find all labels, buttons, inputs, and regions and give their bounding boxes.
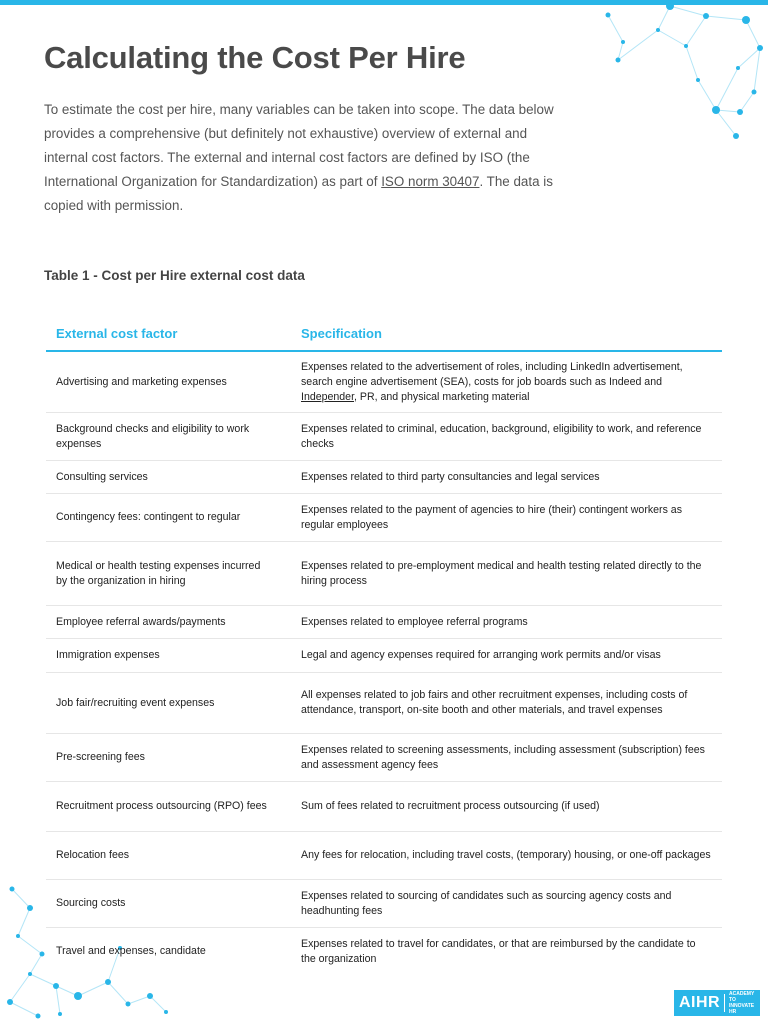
specification-cell (291, 360, 722, 405)
cost-factor-cell: Advertising and marketing expenses (56, 375, 227, 388)
cost-factor-cell: Pre-screening fees (56, 751, 145, 763)
logo-tagline-line2: INNOVATE HR (729, 1003, 755, 1015)
specification-cell: Expenses related to employee referral programs (301, 615, 528, 628)
cost-factor-cell: Immigration expenses (56, 649, 160, 661)
cost-factor-cell: Recruitment process outsourcing (RPO) fees (56, 800, 267, 812)
table-row (46, 673, 722, 734)
logo-tagline-line1: ACADEMY TO (729, 991, 755, 1003)
cost-factor-cell: Contingency fees: contingent to regular (56, 511, 241, 523)
cost-factor-cell: Background checks and eligibility to work expenses (56, 422, 250, 450)
intro-paragraph (44, 98, 554, 218)
header-specification: Specification (301, 325, 382, 341)
specification-cell: Expenses related to travel for candidates, or that are reimbursed by the candidate to the organization (301, 937, 696, 965)
table-row (46, 542, 722, 606)
page-title: Calculating the Cost Per Hire (44, 40, 466, 75)
cost-table (46, 316, 722, 975)
logo-wordmark: AIHR (679, 994, 721, 1011)
independer-link[interactable]: Independer (301, 390, 355, 403)
cost-factor-cell: Consulting services (56, 470, 148, 483)
table-row (46, 413, 722, 461)
table-row (46, 461, 722, 494)
cost-factor-cell: Sourcing costs (56, 897, 126, 909)
spec-text: Expenses related to the advertisement of roles, including LinkedIn advertisement, search engine advertisement (SEA), costs for job boards such as Indeed and (301, 360, 683, 388)
table-row (46, 782, 722, 832)
specification-cell: Sum of fees related to recruitment process outsourcing (if used) (301, 800, 600, 812)
specification-cell: Expenses related to third party consultancies and legal services (301, 470, 600, 483)
specification-cell: Expenses related to sourcing of candidates such as sourcing agency costs and headhunting fees (301, 889, 672, 917)
specification-cell: Expenses related to the payment of agencies to hire (their) contingent workers as regular employees (301, 503, 682, 531)
table-row (46, 352, 722, 413)
specification-cell: Expenses related to pre-employment medical and health testing related directly to the hiring process (301, 559, 702, 587)
logo-divider (724, 994, 725, 1012)
aihr-logo (674, 990, 760, 1016)
cost-factor-cell: Job fair/recruiting event expenses (56, 696, 215, 709)
table-row (46, 832, 722, 880)
table-row (46, 928, 722, 975)
intro-text: To estimate the cost per hire, many variables can be taken into scope. The data below provides a comprehensive (but definitely not exhaustive) overview of external and internal cost factors. The external and internal cost factors are defined by ISO (the International Organization for Standardization) as part of (44, 102, 554, 189)
specification-cell: Expenses related to screening assessments, including assessment (subscription) fees and assessment agency fees (301, 743, 705, 771)
cost-factor-cell: Medical or health testing expenses incurred by the organization in hiring (56, 559, 261, 587)
cost-factor-cell: Travel and expenses, candidate (56, 945, 206, 957)
specification-cell: Any fees for relocation, including travel costs, (temporary) housing, or one-off packages (301, 849, 711, 861)
table-row (46, 606, 722, 639)
molecule-network-top-right (568, 0, 768, 150)
table-row (46, 880, 722, 928)
intro-text-end: . The data is copied with permission. (44, 174, 553, 213)
spec-text-end: , PR, and physical marketing material (354, 390, 530, 403)
specification-cell: Legal and agency expenses required for arranging work permits and/or visas (301, 649, 661, 661)
table-caption: Table 1 - Cost per Hire external cost data (44, 268, 305, 283)
cost-factor-cell: Employee referral awards/payments (56, 615, 226, 628)
table-row (46, 734, 722, 782)
logo-tagline (729, 991, 760, 1015)
specification-cell: All expenses related to job fairs and other recruitment expenses, including costs of attendance, transport, on-site booth and other materials, and travel expenses (301, 689, 688, 716)
table-row (46, 494, 722, 542)
table-header-row (46, 316, 722, 352)
specification-cell: Expenses related to criminal, education, background, eligibility to work, and reference checks (301, 422, 702, 450)
header-external-cost-factor: External cost factor (56, 325, 178, 341)
iso-norm-link[interactable]: ISO norm 30407 (381, 174, 480, 189)
cost-factor-cell: Relocation fees (56, 849, 130, 861)
table-row (46, 639, 722, 673)
